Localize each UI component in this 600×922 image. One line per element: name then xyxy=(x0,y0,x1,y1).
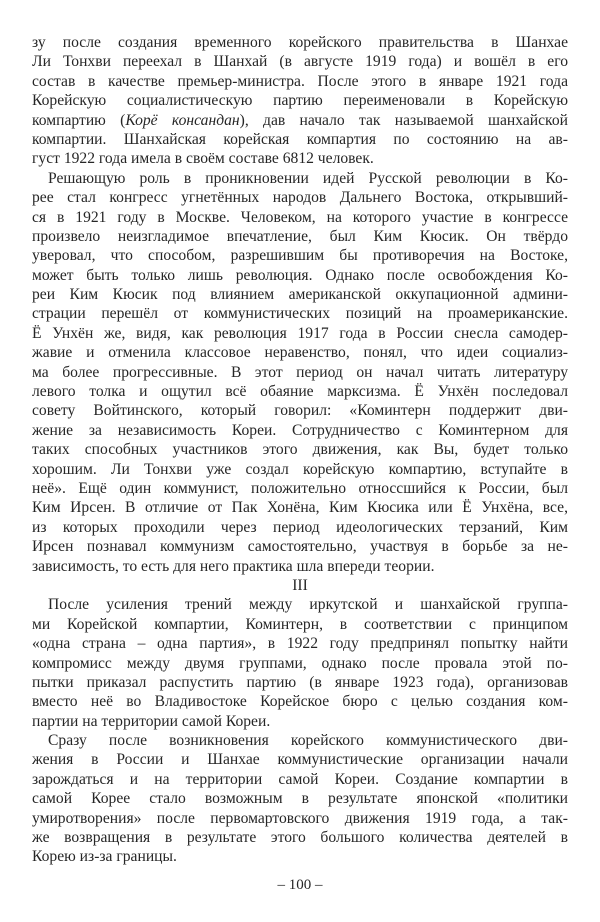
text-line: зу после создания временного корейского правительства в Шанхае xyxy=(32,34,568,51)
text-line: умиротворения» после первомартовского движения 1919 года, а так- xyxy=(32,809,568,827)
text-line: «одна страна – одна партия», в 1922 году предпринял попытку найти xyxy=(32,635,568,653)
italic-term: Корё консандан xyxy=(125,111,240,129)
text-line: таких способных участников этого движения, как Вы, будет только xyxy=(32,441,568,459)
text-line: Ирсен познавал коммунизм самостоятельно, участвуя в борьбе за не- xyxy=(32,538,568,556)
text-line: густ 1922 года имела в своём составе 6812 человек. xyxy=(32,150,374,168)
text-line: пытки приказал распустить партию (в январе 1923 года), организовав xyxy=(32,673,568,691)
text-line: жение за независимость Кореи. Сотрудничество с Коминтерном для xyxy=(32,421,568,439)
text-line: После усиления трений между иркутской и шанхайской группа- xyxy=(48,596,568,614)
text-line: неё». Ещё один коммунист, положительно относсшийся к России, был xyxy=(32,479,568,497)
paragraph xyxy=(32,33,568,169)
page-number: – 100 – xyxy=(277,877,323,893)
text-line: может быть только лишь революция. Однако после освобождения Ко- xyxy=(32,266,568,284)
text-line: Корейскую социалистическую партию переименовали в Корейскую xyxy=(32,92,568,110)
text-line: ми Корейской компартии, Коминтерн, в соответствии с принципом xyxy=(32,615,568,633)
paragraph xyxy=(32,731,568,867)
text-line: состав в качестве премьер-министра. После этого в январе 1921 года xyxy=(32,72,568,90)
text-line: самой Корее стало возможным в результате японской «политики xyxy=(32,790,568,808)
text-line: партии на территории самой Кореи. xyxy=(32,712,271,730)
text-line: уверовал, что способом, разрешившим бы противоречия на Востоке, xyxy=(32,247,568,265)
text-line: жавие и отменила классовое неравенство, понял, что идеи социализ- xyxy=(32,344,568,362)
text-line: Корею из-за границы. xyxy=(32,848,177,866)
text-line: компартию (Корё консандан), дав начало так называемой шанхайской xyxy=(32,111,568,129)
text-line: компромисс между двумя группами, однако после провала этой по- xyxy=(32,654,568,672)
text-line: вместо неё во Владивостоке Корейское бюро с целью создания ком- xyxy=(32,693,568,711)
section-heading: III xyxy=(292,576,308,594)
text-line: реи Ким Кюсик под влиянием американской оккупационной админи- xyxy=(32,286,568,304)
text-line: Ё Унхён же, видя, как революция 1917 года в России снесла самодер- xyxy=(32,324,568,342)
text-line: левого толка и ощутил всё обаяние марксизма. Ё Унхён последовал xyxy=(32,383,568,401)
text-line: совету Войтинского, который говорил: «Коминтерн поддержит дви- xyxy=(32,402,568,420)
text-line: компартии. Шанхайская корейская компартия по состоянию на ав- xyxy=(32,130,568,148)
text-line: жения в России и Шанхае коммунистические организации начали xyxy=(32,751,568,769)
text-line: Ли Тонхви переехал в Шанхай (в августе 1919 года) и вошёл в его xyxy=(32,53,568,71)
page-body xyxy=(32,33,568,867)
text-line: зависимость, то есть для него практика шла впереди теории. xyxy=(32,557,435,575)
paragraph xyxy=(32,169,568,576)
text-line: рее стал конгресс угнетённых народов Дальнего Востока, открывший- xyxy=(32,189,568,207)
text-line: Сразу после возникновения корейского коммунистического дви- xyxy=(48,732,568,750)
paragraph xyxy=(32,595,568,731)
text-line: произвело неизгладимое впечатление, был Ким Кюсик. Он твёрдо xyxy=(32,227,568,245)
text-line: зарождаться и на территории самой Кореи. Создание компартии в xyxy=(32,770,568,788)
text-line: Ким Ирсен. В отличие от Пак Хонёна, Ким Кюсика или Ё Унхёна, все, xyxy=(32,499,568,517)
text-line: Решающую роль в проникновении идей Русской революции в Ко- xyxy=(48,169,568,187)
text-line: же возвращения в результате этого большого количества деятелей в xyxy=(32,829,568,847)
text-line: ся в 1921 году в Москве. Человеком, на которого участие в конгрессе xyxy=(32,208,568,226)
text-line: из которых проходили через период идеологических терзаний, Ким xyxy=(32,518,568,536)
text-line: страции перешёл от коммунистических позиций на проамериканские. xyxy=(32,305,568,323)
text-line: ма более прогрессивные. В этот период он начал читать литературу xyxy=(32,363,568,381)
text-line: хорошим. Ли Тонхви уже создал корейскую компартию, вступайте в xyxy=(32,460,568,478)
